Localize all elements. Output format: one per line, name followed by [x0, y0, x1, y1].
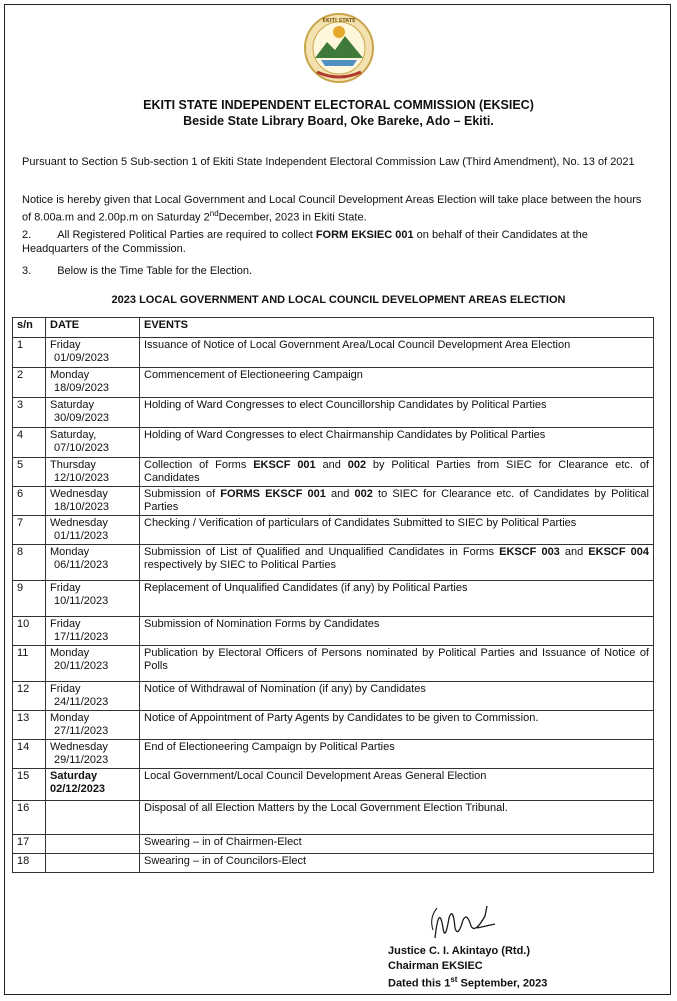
- table-row: [13, 769, 654, 801]
- row-date-value: 18/10/2023: [54, 501, 110, 513]
- row-event: Commencement of Electioneering Campaign: [140, 368, 654, 398]
- table-row: [13, 398, 654, 428]
- row-date: [46, 711, 140, 740]
- row-event: Notice of Appointment of Party Agents by Candidates to be given to Commission.: [140, 711, 654, 740]
- row-day: Friday: [50, 618, 81, 630]
- row-day: Friday: [50, 683, 81, 695]
- table-row: [13, 801, 654, 835]
- row-day: Saturday: [50, 770, 98, 782]
- row-day: Saturday: [50, 399, 95, 411]
- row-date: [46, 646, 140, 682]
- row-event: Collection of Forms EKSCF 001 and 002 by Political Parties from SIEC for Clearance etc. of Candidates: [140, 458, 654, 487]
- paragraph-notice: [22, 193, 644, 225]
- signature-mark: [425, 898, 505, 948]
- row-day: Monday: [50, 647, 90, 659]
- row-event: End of Electioneering Campaign by Political Parties: [140, 740, 654, 769]
- row-sn: 6: [13, 487, 46, 516]
- row-date-value: 12/10/2023: [54, 472, 110, 484]
- row-date: [46, 545, 140, 581]
- row-day: Monday: [50, 546, 90, 558]
- table-row: [13, 617, 654, 646]
- row-event: Publication by Electoral Officers of Persons nominated by Political Parties and Issuance of Notice of Polls: [140, 646, 654, 682]
- row-date-value: 24/11/2023: [54, 696, 109, 708]
- row-day: Wednesday: [50, 488, 108, 500]
- row-date: [46, 854, 140, 873]
- row-day: Friday: [50, 582, 81, 594]
- paragraph-timetable: [22, 264, 644, 278]
- row-date: [46, 769, 140, 801]
- date-text: Dated this 1: [388, 977, 451, 990]
- commission-title: EKITI STATE INDEPENDENT ELECTORAL COMMISSION (EKSIEC): [143, 98, 534, 112]
- table-row: [13, 646, 654, 682]
- header-events: EVENTS: [140, 318, 654, 338]
- table-row: [13, 682, 654, 711]
- election-timetable: [12, 317, 654, 873]
- row-sn: 3: [13, 398, 46, 428]
- signature-date: [388, 975, 547, 990]
- table-row: [13, 516, 654, 545]
- date-sup: st: [450, 975, 458, 984]
- row-sn: 17: [13, 835, 46, 854]
- table-row: [13, 581, 654, 617]
- row-day: Monday: [50, 712, 90, 724]
- row-date-value: 10/11/2023: [54, 595, 109, 607]
- header-sn: s/n: [13, 318, 46, 338]
- signatory-role: Chairman EKSIEC: [388, 960, 483, 972]
- row-date-value: 02/12/2023: [50, 783, 106, 795]
- row-date: [46, 617, 140, 646]
- svg-text:EKITI STATE: EKITI STATE: [322, 18, 356, 24]
- table-row: [13, 835, 654, 854]
- row-date-value: 17/11/2023: [54, 631, 109, 643]
- table-header-row: [13, 318, 654, 338]
- row-date: [46, 398, 140, 428]
- notice-text: Notice is hereby given that Local Government and Local Council Development Areas Election will take place between the hours of 8.00a.m and 2.00p.m on Saturday 2: [22, 194, 642, 224]
- row-sn: 2: [13, 368, 46, 398]
- row-date: [46, 581, 140, 617]
- row-event: Swearing – in of Councilors-Elect: [140, 854, 654, 873]
- row-sn: 7: [13, 516, 46, 545]
- row-sn: 16: [13, 801, 46, 835]
- row-event: Holding of Ward Congresses to elect Councillorship Candidates by Political Parties: [140, 398, 654, 428]
- row-day: Monday: [50, 369, 90, 381]
- row-date: [46, 428, 140, 458]
- paragraph-pursuant: Pursuant to Section 5 Sub-section 1 of Ekiti State Independent Electoral Commission Law (Third Amendment), No. 13 of 2021: [22, 156, 635, 168]
- row-date: [46, 682, 140, 711]
- parties-text: All Registered Political Parties are required to collect: [57, 229, 316, 241]
- table-row: [13, 338, 654, 368]
- row-date: [46, 835, 140, 854]
- table-row: [13, 854, 654, 873]
- row-date: [46, 801, 140, 835]
- row-event: Issuance of Notice of Local Government Area/Local Council Development Area Election: [140, 338, 654, 368]
- row-date-value: 01/11/2023: [54, 530, 109, 542]
- commission-address: Beside State Library Board, Oke Bareke, Ado – Ekiti.: [183, 114, 494, 128]
- row-event: Checking / Verification of particulars of Candidates Submitted to SIEC by Political Parties: [140, 516, 654, 545]
- row-sn: 13: [13, 711, 46, 740]
- row-sn: 15: [13, 769, 46, 801]
- table-row: [13, 711, 654, 740]
- form-name: FORM EKSIEC 001: [315, 229, 414, 241]
- row-date-value: 18/09/2023: [54, 382, 110, 394]
- table-row: [13, 487, 654, 516]
- row-event: Holding of Ward Congresses to elect Chairmanship Candidates by Political Parties: [140, 428, 654, 458]
- row-date: [46, 368, 140, 398]
- table-row: [13, 545, 654, 581]
- row-date-value: 30/09/2023: [54, 412, 110, 424]
- row-sn: 4: [13, 428, 46, 458]
- row-date-value: 20/11/2023: [54, 660, 109, 672]
- row-date: [46, 458, 140, 487]
- row-date: [46, 338, 140, 368]
- timetable-text: Below is the Time Table for the Election.: [57, 265, 253, 277]
- paragraph-parties: [22, 228, 644, 256]
- parties-text-end: on behalf of their Candidates at the Headquarters of the Commission.: [22, 229, 588, 255]
- row-event: Local Government/Local Council Development Areas General Election: [140, 769, 654, 801]
- row-day: Wednesday: [50, 741, 108, 753]
- row-sn: 8: [13, 545, 46, 581]
- row-date: [46, 740, 140, 769]
- para-number: 2.: [22, 229, 32, 241]
- row-date-value: 01/09/2023: [54, 352, 110, 364]
- row-sn: 5: [13, 458, 46, 487]
- eksiec-logo: [303, 12, 375, 84]
- timetable-title: 2023 LOCAL GOVERNMENT AND LOCAL COUNCIL DEVELOPMENT AREAS ELECTION: [111, 294, 566, 306]
- signatory-name: Justice C. I. Akintayo (Rtd.): [388, 945, 531, 957]
- row-sn: 14: [13, 740, 46, 769]
- row-sn: 1: [13, 338, 46, 368]
- row-date-value: 29/11/2023: [54, 754, 109, 766]
- table-row: [13, 740, 654, 769]
- row-sn: 12: [13, 682, 46, 711]
- table-row: [13, 428, 654, 458]
- row-event: Disposal of all Election Matters by the Local Government Election Tribunal.: [140, 801, 654, 835]
- row-date-value: 27/11/2023: [54, 725, 109, 737]
- row-date: [46, 516, 140, 545]
- date-text-end: September, 2023: [457, 977, 548, 990]
- row-sn: 18: [13, 854, 46, 873]
- row-event: Swearing – in of Chairmen-Elect: [140, 835, 654, 854]
- table-row: [13, 368, 654, 398]
- header-date: DATE: [46, 318, 140, 338]
- row-date: [46, 487, 140, 516]
- notice-sup: nd: [209, 209, 219, 218]
- table-row: [13, 458, 654, 487]
- row-day: Friday: [50, 339, 81, 351]
- row-event: Notice of Withdrawal of Nomination (if any) by Candidates: [140, 682, 654, 711]
- row-event: Replacement of Unqualified Candidates (if any) by Political Parties: [140, 581, 654, 617]
- row-event: Submission of FORMS EKSCF 001 and 002 to SIEC for Clearance etc. of Candidates by Political Parties: [140, 487, 654, 516]
- row-day: Thursday: [50, 459, 96, 471]
- para-number: 3.: [22, 265, 32, 277]
- row-day: Saturday,: [50, 429, 97, 441]
- row-date-value: 06/11/2023: [54, 559, 109, 571]
- row-day: Wednesday: [50, 517, 108, 529]
- row-event: Submission of Nomination Forms by Candidates: [140, 617, 654, 646]
- row-sn: 10: [13, 617, 46, 646]
- notice-text-end: December, 2023 in Ekiti State.: [218, 211, 367, 224]
- row-event: Submission of List of Qualified and Unqualified Candidates in Forms EKSCF 003 and EKSCF 004 respectively by SIEC to Political Parties: [140, 545, 654, 581]
- row-date-value: 07/10/2023: [54, 442, 110, 454]
- row-sn: 9: [13, 581, 46, 617]
- row-sn: 11: [13, 646, 46, 682]
